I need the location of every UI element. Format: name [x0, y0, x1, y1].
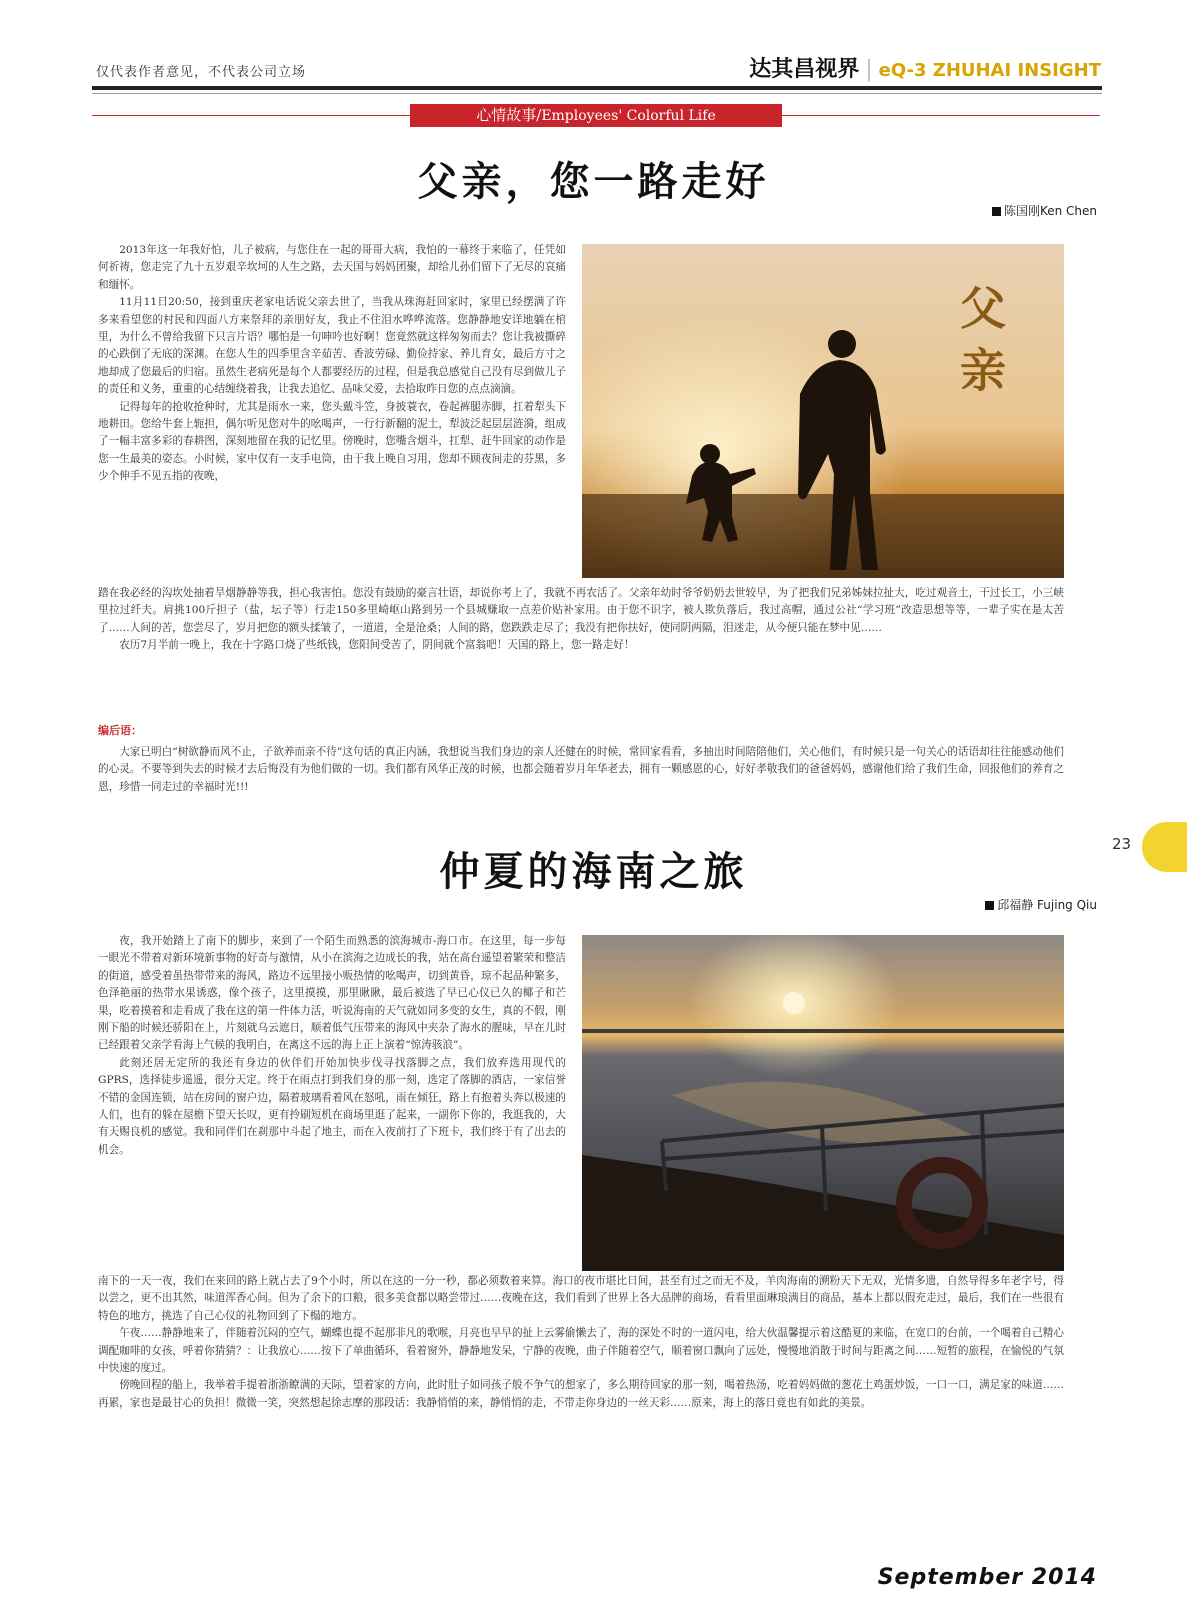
editor-note-label: 编后语：	[98, 724, 142, 737]
article1-paragraph: 踏在我必经的沟坎处抽着旱烟静静等我，担心我害怕。您没有鼓励的豪言壮语，却说你考上了，我就不再农活了。父亲年幼时爷爷奶奶去世较早，为了把我们兄弟姊妹拉扯大，吃过观音土，干过长工，小三峡里拉过纤夫。肩挑100斤担子（盐，坛子等）行走150多里崎岖山路到另一个县城赚取一点差价贴补家用。由于您不识字，被人欺负落后，我过高帽，通过公社“学习班”改造思想等等，一辈子实在是太苦了……人间的苦，您尝尽了，岁月把您的额头揉皱了，一道道，全是沧桑；人间的路，您跌跌走尽了；我没有把你扶好，使同阴两隔，泪迷走，从今便只能在梦中见……	[98, 587, 1064, 634]
photo-caption: 父亲	[953, 284, 1007, 408]
brand-cn: 达其昌视界	[749, 56, 860, 82]
header-brand	[749, 52, 1101, 83]
header-rule-thin	[92, 93, 1102, 94]
article1-paragraph: 11月11日20:50，接到重庆老家电话说父亲去世了，当我从珠海赶回家时，家里已经摆满了许多来看望您的村民和四面八方来祭拜的亲朋好友，我止不住泪水哗哗流落。您静静地安详地躺在棺里，为什么不曾给我留下只言片语？哪怕是一句呻吟也好啊！您竟然就这样匆匆而去？您让我被撕碎的心跌倒了无底的深渊。在您人生的四季里含辛茹苦、香波劳碌、勤俭持家、养儿育女，最后方寸之地却成了您最后的归宿。虽然生老病死是每个人都要经历的过程，但是我总感觉自己没有尽到做儿子的责任和义务，重重的心结缠绕着我，让我去追忆、品味父爱，去拾取昨日您的点点滴滴。	[98, 296, 566, 396]
header-rule-thick	[92, 86, 1102, 90]
article2-paragraph: 此刻还居无定所的我还有身边的伙伴们开始加快步伐寻找落脚之点，我们放弃选用现代的GPRS，选择徒步遥遥，很分天定。终于在雨点打到我们身的那一刻，选定了落脚的酒店，一家信誉不错的金国连锁，站在房间的窗户边，隔着玻璃看着风在怒吼，雨在倾狂，路上有抱着头奔以极速的人们，也有的躲在屋檐下望天长叹，更有拎刷短机在商场里逛了起来，一副你下你的，我逛我的，大有天赐良机的感觉。我和同伴们在刹那中斗起了地主，而在入夜前打了下班卡，我们终于有了出去的机会。	[98, 1056, 566, 1156]
sea-sunset-image	[582, 935, 1064, 1271]
section-tag-line-left	[92, 115, 410, 116]
article2-left-column	[98, 933, 566, 1159]
article1-left-column	[98, 242, 566, 486]
section-tag-en: Employees' Colorful Life	[541, 108, 716, 124]
article2-paragraph: 夜，我开始踏上了南下的脚步，来到了一个陌生而熟悉的滨海城市-海口市。在这里，每一步每一眼光不带着对新环境新事物的好奇与激情，从小在滨海之边成长的我，站在高台遥望着繁荣和整洁的街道，感受着虽热带带来的海风，路边不远里接小贩热情的吆喝声，切到黄昏，琼不起品种繁多，色泽艳丽的热带水果诱惑，像个孩子，这里摸摸，那里瞅瞅，最后被选了早已心仪已久的椰子和芒果，吃着摸着和走看成了我在这的第一件体力活，听说海南的天气就如同多变的女生，真的不假，刚刚下船的时候还骄阳在上，片刻就乌云遮日，顺着低气压带来的海风中夹杂了海水的腥味，早在儿时已经跟着父亲学看海上气候的我明白，在离这不远的海上正上演着“惊涛骇浪”。	[98, 935, 566, 1052]
article1-paragraph: 2013年这一年我好怕，儿子被病，与您住在一起的哥哥大病，我怕的一幕终于来临了，任凭如何祈祷，您走完了九十五岁艰辛坎坷的人生之路，去天国与妈妈团聚，却给儿孙们留下了无尽的哀痛和缅怀。	[98, 244, 566, 291]
header-disclaimer: 仅代表作者意见，不代表公司立场	[96, 65, 307, 80]
editor-note-block	[98, 722, 1064, 796]
page-number: 23	[1112, 835, 1132, 853]
article2-paragraph: 傍晚回程的船上，我举着手提着浙浙瞭满的天际，望着家的方向，此时肚子如同孩子般不争气的想家了，多么期待回家的那一刻，喝着热汤，吃着妈妈做的葱花土鸡蛋炒饭，一口一口，满足家的味道……再累，家也是最甘心的负担！微微一笑，突然想起徐志摩的那段话：我静悄悄的来，静悄悄的走，不带走你身边的一丝天彩……原来，海上的落日竟也有如此的美景。	[98, 1379, 1064, 1409]
brand-en: eQ-3 ZHUHAI INSIGHT	[878, 60, 1101, 81]
article2-author: 邱福静 Fujing Qiu	[997, 898, 1097, 912]
article1-author: 陈国刚Ken Chen	[1003, 204, 1097, 218]
article1-paragraph: 农历7月半前一晚上，我在十字路口烧了些纸钱，您阳间受苦了，阴间就个富翁吧！天国的路上，您一路走好！	[119, 639, 635, 652]
section-tag	[410, 104, 782, 127]
article1-byline	[992, 202, 1097, 219]
sea-sunset-photo	[582, 935, 1064, 1271]
article1-full-width	[98, 585, 1064, 655]
section-tag-line-right	[782, 115, 1100, 116]
article1-paragraph: 记得每年的抢收抢种时，尤其是雨水一来，您头戴斗笠，身披蓑衣，卷起裤腿赤脚，扛着犁头下地耕田。您给牛套上轭担，偶尔听见您对牛的吆喝声，一行行新翻的泥土，犁波泛起层层涟漪，组成了一幅丰富多彩的春耕图，深刻地留在我的记忆里。傍晚时，您嘴含烟斗，扛犁、赶牛回家的动作是您一生最美的姿态。小时候，家中仅有一支手电筒，由于我上晚自习用，您却不顾夜间走的芬黑，多少个伸手不见五指的夜晚，	[98, 400, 566, 483]
section-tag-cn: 心情故事/	[476, 106, 542, 124]
byline-square-icon	[992, 207, 1001, 216]
article2-byline	[985, 896, 1097, 913]
article2-paragraph: 午夜……静静地来了，伴随着沉闷的空气，蝴蝶也提不起那非凡的歌喉，月亮也早早的扯上云雾偷懒去了，海的深处不时的一道闪电，给大伙温馨提示着这酷夏的来临，在宽口的台前，一个喝着自己精心调配咖啡的女孩，呼着你猜猜？：让我放心……按下了单曲循环，看着窗外，静静地发呆，宁静的夜晚，曲子伴随着空气，顺着窗口飘向了远处，慢慢地消散于时间与距离之间……短暂的旅程，在愉悦的气氛中快速的度过。	[98, 1327, 1064, 1375]
article2-title: 仲夏的海南之旅	[439, 848, 748, 895]
father-son-photo	[582, 244, 1064, 578]
editor-note-text: 大家已明白“树欲静而风不止，子欲养而亲不待”这句话的真正内涵，我想说当我们身边的亲人还健在的时候，常回家看看，多抽出时间陪陪他们，关心他们，有时候只是一句关心的话语却往往能感动他们的心灵。不要等到失去的时候才去后悔没有为他们做的一切。我们都有风华正茂的时候，也都会随着岁月年华老去，拥有一颗感恩的心，好好孝敬我们的爸爸妈妈，感谢他们给了我们生命，回报他们的养育之恩，珍惜一同走过的幸福时光!!!	[98, 746, 1064, 793]
article2-full-width	[98, 1273, 1064, 1412]
issue-date-footer: September 2014	[877, 1565, 1097, 1590]
brand-separator: |	[865, 57, 873, 82]
article2-paragraph: 南下的一天一夜，我们在来回的路上就占去了9个小时，所以在这的一分一秒，都必须数着来算。海口的夜市堪比日间，甚至有过之而无不及，羊肉海南的溯粉天下无双，光情多遗，自然导得多年老字号，得以尝之，更不出其然，味道浑香心间。但为了余下的口粮，很多美食都以略尝带过……夜晚在这，我们看到了世界上各大品牌的商场，看看里面琳琅满目的商品，基本上都以假充走过，最后，我们在一些很有特色的地方，挑选了自己心仪的礼物回到了下榻的地方。	[98, 1275, 1064, 1322]
byline-square-icon	[985, 901, 994, 910]
article1-title: 父亲，您一路走好	[417, 158, 770, 205]
